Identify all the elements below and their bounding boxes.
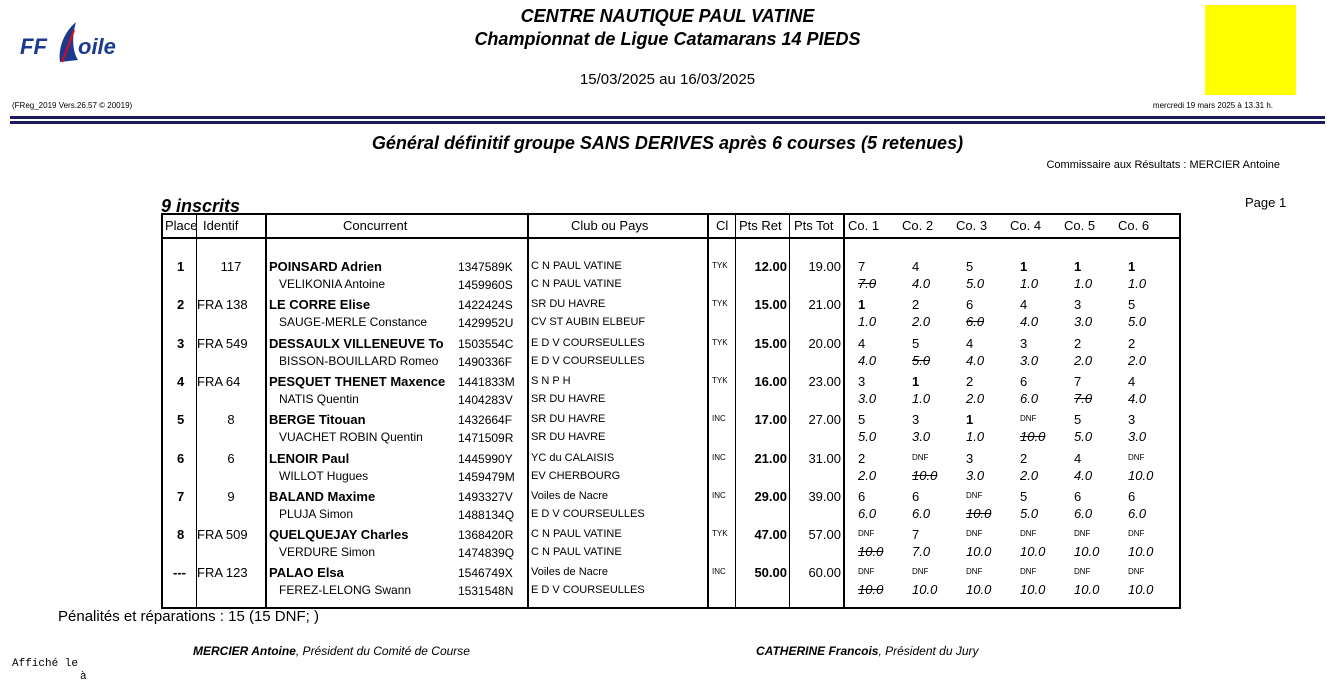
race-points: 6.0 — [858, 506, 877, 521]
race-points-discarded: 10.0 — [858, 582, 884, 597]
row-club-skipper: SR DU HAVRE — [531, 298, 606, 310]
comite-president-name: MERCIER Antoine — [193, 644, 296, 658]
row-club-skipper: C N PAUL VATINE — [531, 260, 622, 272]
jury-president-name: CATHERINE Francois — [756, 644, 879, 658]
race-points-discarded: 10.0 — [966, 506, 992, 521]
race-place: 5 — [858, 412, 866, 427]
row-pts-tot: 20.00 — [808, 336, 841, 351]
race-place: DNF — [1020, 414, 1037, 423]
row-class: TYK — [712, 529, 728, 538]
race-points: 2.0 — [912, 314, 931, 329]
row-pts-tot: 39.00 — [808, 489, 841, 504]
race-place: DNF — [912, 453, 929, 462]
row-pts-ret: 15.00 — [754, 336, 787, 351]
race-points: 2.0 — [1020, 468, 1039, 483]
results-subtitle: Général définitif groupe SANS DERIVES après 6 courses (5 retenues) — [371, 133, 964, 153]
col-identif: Identif — [203, 218, 239, 233]
race-place: 5 — [912, 336, 920, 351]
race-points-discarded: 5.0 — [912, 353, 931, 368]
row-place: 8 — [177, 527, 185, 542]
race-place: DNF — [966, 567, 983, 576]
affiche-a: à — [80, 671, 87, 683]
col-co3: Co. 3 — [956, 218, 988, 233]
race-points: 10.0 — [912, 582, 938, 597]
race-place: 3 — [912, 412, 920, 427]
col-concurrent: Concurrent — [343, 218, 408, 233]
row-crew-name: FEREZ-LELONG Swann — [279, 583, 412, 597]
race-points-discarded: 10.0 — [858, 544, 884, 559]
row-pts-tot: 57.00 — [808, 527, 841, 542]
commissaire: Commissaire aux Résultats : MERCIER Antoine — [1046, 159, 1280, 171]
race-place: 5 — [966, 259, 974, 274]
race-points-discarded: 6.0 — [966, 314, 985, 329]
row-skipper-licence: 1503554C — [458, 337, 514, 351]
row-pts-tot: 21.00 — [808, 297, 841, 312]
race-place: DNF — [858, 529, 875, 538]
race-points: 10.0 — [1128, 582, 1154, 597]
race-place: 1 — [1020, 259, 1028, 274]
race-place: DNF — [858, 567, 875, 576]
row-class: INC — [712, 491, 726, 500]
row-club-skipper: Voiles de Nacre — [531, 490, 609, 502]
race-points: 10.0 — [966, 582, 992, 597]
row-club-skipper: S N P H — [531, 375, 571, 387]
row-club-skipper: SR DU HAVRE — [531, 413, 606, 425]
row-class: TYK — [712, 299, 728, 308]
race-place: 6 — [912, 489, 920, 504]
race-place: 5 — [1020, 489, 1028, 504]
race-points: 2.0 — [1128, 353, 1147, 368]
row-class: INC — [712, 453, 726, 462]
header-rule-bottom — [10, 121, 1325, 124]
row-crew-licence: 1459960S — [458, 278, 513, 292]
row-identif: 8 — [227, 412, 235, 427]
race-place: DNF — [1020, 529, 1037, 538]
row-identif: FRA 509 — [197, 527, 248, 542]
row-pts-ret: 21.00 — [754, 451, 787, 466]
event-dates: 15/03/2025 au 16/03/2025 — [579, 71, 756, 88]
software-version: (FReg_2019 Vers.26.57 © 20019) — [12, 101, 133, 110]
race-points: 10.0 — [1128, 544, 1154, 559]
row-skipper-licence: 1347589K — [458, 260, 513, 274]
row-club-crew: C N PAUL VATINE — [531, 278, 622, 290]
row-club-skipper: Voiles de Nacre — [531, 566, 609, 578]
row-pts-tot: 23.00 — [808, 374, 841, 389]
race-points: 1.0 — [966, 429, 985, 444]
race-points: 10.0 — [1128, 468, 1154, 483]
race-place: 1 — [966, 412, 974, 427]
col-co4: Co. 4 — [1010, 218, 1042, 233]
row-skipper-name: DESSAULX VILLENEUVE To — [269, 336, 444, 351]
row-pts-ret: 15.00 — [754, 297, 787, 312]
race-place: DNF — [1128, 567, 1145, 576]
header-separator — [163, 237, 1179, 239]
race-place: DNF — [1074, 567, 1091, 576]
row-skipper-name: LE CORRE Elise — [269, 297, 371, 312]
race-place: DNF — [1128, 529, 1145, 538]
row-class: TYK — [712, 261, 728, 270]
race-place: DNF — [1074, 529, 1091, 538]
race-place: 2 — [1074, 336, 1082, 351]
race-points: 5.0 — [1128, 314, 1147, 329]
row-crew-name: BISSON-BOUILLARD Romeo — [279, 354, 439, 368]
row-crew-name: SAUGE-MERLE Constance — [279, 315, 428, 329]
row-skipper-licence: 1493327V — [458, 490, 513, 504]
row-club-crew: SR DU HAVRE — [531, 431, 606, 443]
print-date: mercredi 19 mars 2025 à 13.31 h. — [1152, 101, 1273, 110]
race-place: 3 — [1128, 412, 1136, 427]
race-place: 6 — [966, 297, 974, 312]
row-pts-ret: 47.00 — [754, 527, 787, 542]
row-identif: 9 — [227, 489, 235, 504]
race-points: 5.0 — [858, 429, 877, 444]
row-club-crew: E D V COURSEULLES — [531, 584, 645, 596]
row-pts-ret: 50.00 — [754, 565, 787, 580]
race-points: 4.0 — [966, 353, 985, 368]
col-co1: Co. 1 — [848, 218, 880, 233]
row-crew-licence: 1474839Q — [458, 546, 515, 560]
row-identif: FRA 138 — [197, 297, 248, 312]
race-points: 4.0 — [1128, 391, 1147, 406]
race-place: 2 — [912, 297, 920, 312]
row-club-crew: C N PAUL VATINE — [531, 546, 622, 558]
race-place: 3 — [966, 451, 974, 466]
race-points: 2.0 — [966, 391, 985, 406]
row-club-crew: E D V COURSEULLES — [531, 508, 645, 520]
race-place: 3 — [1074, 297, 1082, 312]
race-points: 5.0 — [1020, 506, 1039, 521]
row-identif: FRA 549 — [197, 336, 248, 351]
row-skipper-name: LENOIR Paul — [269, 451, 350, 466]
race-points: 5.0 — [1074, 429, 1093, 444]
divider-identif — [265, 215, 267, 607]
divider-cl — [735, 215, 736, 607]
race-points: 1.0 — [1074, 276, 1093, 291]
penalites: Pénalités et réparations : 15 (15 DNF; ) — [58, 608, 319, 625]
race-place: 2 — [966, 374, 974, 389]
row-club-skipper: E D V COURSEULLES — [531, 337, 645, 349]
row-class: INC — [712, 414, 726, 423]
race-place: 4 — [1020, 297, 1028, 312]
race-place: 2 — [858, 451, 866, 466]
signature-jury — [756, 644, 979, 658]
race-points: 1.0 — [858, 314, 877, 329]
race-points: 2.0 — [858, 468, 877, 483]
col-co2: Co. 2 — [902, 218, 934, 233]
row-crew-name: VUACHET ROBIN Quentin — [279, 430, 423, 444]
comite-president-role: , Président du Comité de Course — [295, 644, 470, 658]
jury-president-role: , Président du Jury — [878, 644, 979, 658]
row-skipper-licence: 1422424S — [458, 298, 513, 312]
race-place: 5 — [1074, 412, 1082, 427]
race-place: DNF — [912, 567, 929, 576]
row-club-crew: E D V COURSEULLES — [531, 355, 645, 367]
results-table — [161, 213, 1181, 609]
race-points: 6.0 — [1020, 391, 1039, 406]
race-place: DNF — [966, 491, 983, 500]
race-place: 6 — [858, 489, 866, 504]
row-crew-name: VERDURE Simon — [279, 545, 376, 559]
race-points: 1.0 — [912, 391, 931, 406]
race-place: DNF — [1020, 567, 1037, 576]
race-points: 3.0 — [1074, 314, 1093, 329]
race-points: 6.0 — [912, 506, 931, 521]
row-crew-name: PLUJA Simon — [279, 507, 354, 521]
race-place: 7 — [912, 527, 920, 542]
affiche-le: Affiché le — [12, 658, 79, 670]
race-points: 7.0 — [912, 544, 931, 559]
row-crew-licence: 1404283V — [458, 393, 513, 407]
row-skipper-name: BALAND Maxime — [269, 489, 376, 504]
row-pts-tot: 31.00 — [808, 451, 841, 466]
row-skipper-name: BERGE Titouan — [269, 412, 366, 427]
col-club: Club ou Pays — [571, 218, 649, 233]
row-skipper-name: QUELQUEJAY Charles — [269, 527, 409, 542]
divider-ptsret — [789, 215, 790, 607]
race-points: 10.0 — [1020, 582, 1046, 597]
row-pts-tot: 27.00 — [808, 412, 841, 427]
race-points-discarded: 10.0 — [1020, 429, 1046, 444]
race-place: 7 — [1074, 374, 1082, 389]
race-place: 1 — [858, 297, 866, 312]
row-place: 1 — [177, 259, 185, 274]
race-points: 5.0 — [966, 276, 985, 291]
race-points-discarded: 10.0 — [912, 468, 938, 483]
race-place: 4 — [912, 259, 920, 274]
race-points: 3.0 — [912, 429, 931, 444]
row-identif: 6 — [227, 451, 235, 466]
col-co5: Co. 5 — [1064, 218, 1096, 233]
row-club-crew: CV ST AUBIN ELBEUF — [531, 316, 646, 328]
race-place: DNF — [1128, 453, 1145, 462]
row-crew-name: WILLOT Hugues — [279, 469, 369, 483]
row-place: 4 — [177, 374, 185, 389]
race-place: 6 — [1074, 489, 1082, 504]
race-points: 3.0 — [1020, 353, 1039, 368]
col-place: Place — [165, 218, 198, 233]
row-skipper-licence: 1432664F — [458, 413, 513, 427]
divider-ptstot — [843, 215, 845, 607]
row-crew-licence: 1471509R — [458, 431, 514, 445]
race-place: 1 — [1074, 259, 1082, 274]
race-points: 3.0 — [1128, 429, 1147, 444]
row-club-skipper: C N PAUL VATINE — [531, 528, 622, 540]
row-club-skipper: YC du CALAISIS — [531, 452, 615, 464]
row-place: 2 — [177, 297, 185, 312]
race-points-discarded: 7.0 — [858, 276, 877, 291]
race-points: 3.0 — [966, 468, 985, 483]
race-points-discarded: 7.0 — [1074, 391, 1093, 406]
row-pts-tot: 60.00 — [808, 565, 841, 580]
row-crew-licence: 1429952U — [458, 316, 514, 330]
race-points: 4.0 — [858, 353, 877, 368]
inscrits-count: 9 inscrits — [161, 196, 241, 216]
race-place: 4 — [1128, 374, 1136, 389]
row-pts-tot: 19.00 — [808, 259, 841, 274]
row-skipper-licence: 1368420R — [458, 528, 514, 542]
row-crew-licence: 1531548N — [458, 584, 514, 598]
race-points: 2.0 — [1074, 353, 1093, 368]
logo-ff-text: FF — [20, 34, 47, 59]
row-place: --- — [173, 565, 186, 580]
race-points: 10.0 — [966, 544, 992, 559]
race-points: 10.0 — [1074, 544, 1100, 559]
row-pts-ret: 12.00 — [754, 259, 787, 274]
row-skipper-licence: 1445990Y — [458, 452, 513, 466]
race-points: 3.0 — [858, 391, 877, 406]
race-place: 3 — [1020, 336, 1028, 351]
race-place: 1 — [1128, 259, 1136, 274]
race-place: 7 — [858, 259, 866, 274]
race-points: 1.0 — [1128, 276, 1147, 291]
row-pts-ret: 16.00 — [754, 374, 787, 389]
race-place: 4 — [966, 336, 974, 351]
row-club-crew: EV CHERBOURG — [531, 470, 621, 482]
row-skipper-name: POINSARD Adrien — [269, 259, 382, 274]
race-place: 6 — [1128, 489, 1136, 504]
race-place: 5 — [1128, 297, 1136, 312]
divider-club — [707, 215, 709, 607]
row-crew-licence: 1459479M — [458, 470, 515, 484]
divider-concurrent — [527, 215, 529, 607]
header-rule-top — [10, 116, 1325, 119]
race-points: 6.0 — [1074, 506, 1093, 521]
row-identif: 117 — [220, 259, 242, 274]
row-identif: FRA 123 — [197, 565, 248, 580]
row-crew-licence: 1490336F — [458, 355, 513, 369]
col-pts-tot: Pts Tot — [794, 218, 834, 233]
divider-end — [1179, 215, 1180, 607]
row-skipper-licence: 1441833M — [458, 375, 515, 389]
race-place: 4 — [1074, 451, 1082, 466]
row-class: INC — [712, 567, 726, 576]
race-points: 10.0 — [1020, 544, 1046, 559]
row-pts-ret: 29.00 — [754, 489, 787, 504]
col-co6: Co. 6 — [1118, 218, 1150, 233]
row-class: TYK — [712, 338, 728, 347]
race-place: 2 — [1128, 336, 1136, 351]
logo-voile-text: oile — [78, 34, 116, 59]
row-skipper-name: PESQUET THENET Maxence — [269, 374, 446, 389]
race-place: DNF — [966, 529, 983, 538]
row-club-crew: SR DU HAVRE — [531, 393, 606, 405]
row-identif: FRA 64 — [197, 374, 241, 389]
race-points: 6.0 — [1128, 506, 1147, 521]
row-place: 3 — [177, 336, 185, 351]
race-points: 1.0 — [1020, 276, 1039, 291]
row-class: TYK — [712, 376, 728, 385]
race-points: 4.0 — [1074, 468, 1093, 483]
row-crew-licence: 1488134Q — [458, 508, 515, 522]
row-pts-ret: 17.00 — [754, 412, 787, 427]
col-cl: Cl — [716, 218, 729, 233]
race-place: 4 — [858, 336, 866, 351]
affiche-block — [12, 658, 87, 684]
row-skipper-name: PALAO Elsa — [269, 565, 344, 580]
signature-comite — [193, 644, 470, 658]
col-pts-ret: Pts Ret — [739, 218, 782, 233]
race-points: 10.0 — [1074, 582, 1100, 597]
race-place: 6 — [1020, 374, 1028, 389]
row-place: 6 — [177, 451, 185, 466]
yellow-box — [1205, 5, 1296, 95]
race-place: 1 — [912, 374, 920, 389]
page-number: Page 1 — [1245, 195, 1287, 210]
event-title: CENTRE NAUTIQUE PAUL VATINE — [520, 6, 815, 26]
race-points: 4.0 — [1020, 314, 1039, 329]
race-place: 3 — [858, 374, 866, 389]
row-place: 7 — [177, 489, 185, 504]
championship-title: Championnat de Ligue Catamarans 14 PIEDS — [474, 29, 861, 49]
race-place: 2 — [1020, 451, 1028, 466]
row-place: 5 — [177, 412, 185, 427]
row-crew-name: NATIS Quentin — [279, 392, 359, 406]
row-skipper-licence: 1546749X — [458, 566, 513, 580]
row-crew-name: VELIKONIA Antoine — [279, 277, 386, 291]
race-points: 4.0 — [912, 276, 931, 291]
